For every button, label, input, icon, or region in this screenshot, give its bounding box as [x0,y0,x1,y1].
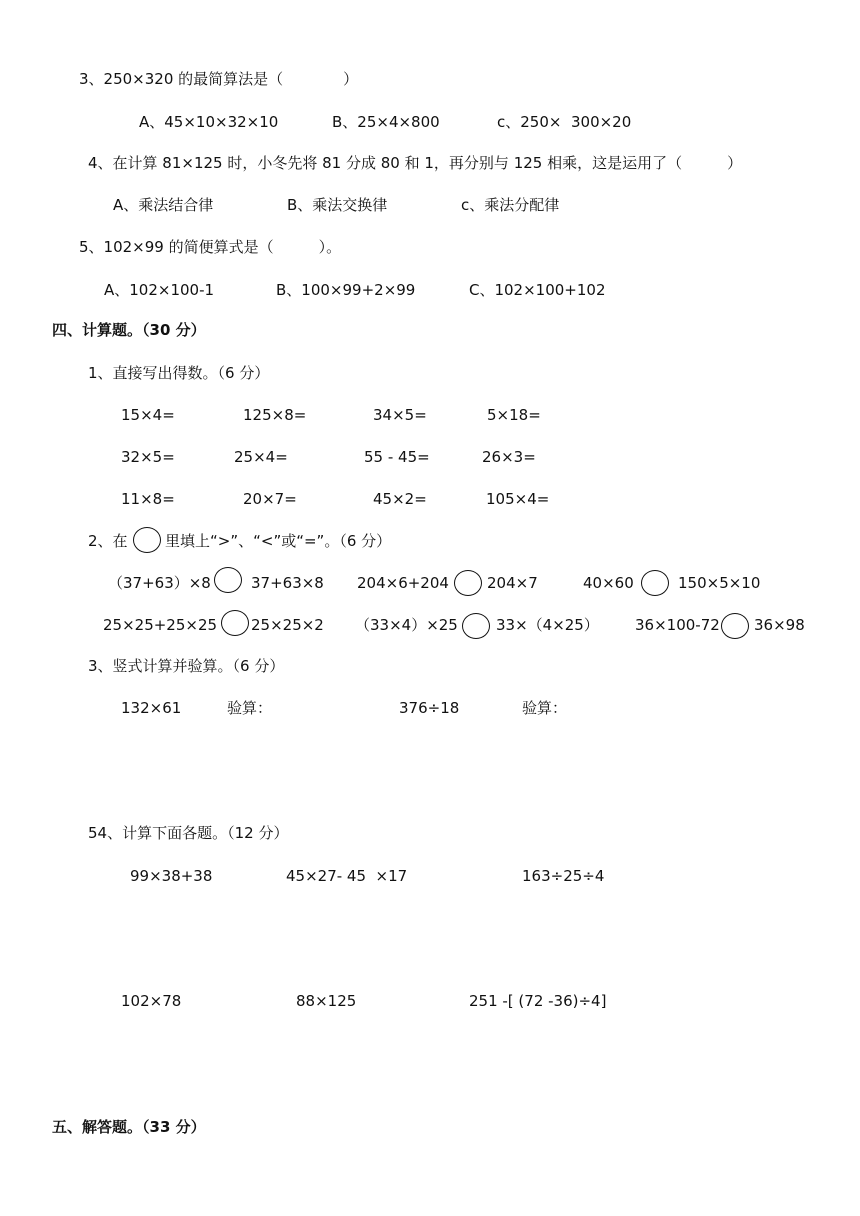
q4-option-b: B、乘法交换律 [287,196,388,214]
compare-circle[interactable] [221,610,249,636]
compare-left: 40×60 [583,574,634,592]
compare-circle[interactable] [641,570,669,596]
check-label-1: 验算： [227,699,273,717]
compare-right: 36×98 [754,616,805,634]
q3-option-b: B、25×4×800 [332,113,440,131]
oral-item: 5×18= [487,406,541,424]
calc-item: 102×78 [121,992,182,1010]
compare-circle[interactable] [721,613,749,639]
part-2-title-prefix: 2、在 [88,532,128,550]
compare-left: 204×6+204 [357,574,449,592]
compare-right: 33×（4×25） [496,616,599,634]
question-5: 5、102×99 的简便算式是（ ）。 [79,238,342,256]
compare-circle[interactable] [462,613,490,639]
oral-item: 55 - 45= [364,448,430,466]
section-4-heading: 四、计算题。（30 分） [52,321,206,339]
part-1-title: 1、直接写出得数。（6 分） [88,364,270,382]
oral-item: 11×8= [121,490,175,508]
oral-item: 32×5= [121,448,175,466]
oral-item: 25×4= [234,448,288,466]
compare-left: （33×4）×25 [355,616,458,634]
compare-right: 25×25×2 [251,616,324,634]
compare-right: 37+63×8 [251,574,324,592]
oral-item: 26×3= [482,448,536,466]
q3-option-a: A、45×10×32×10 [139,113,279,131]
check-label-2: 验算： [522,699,568,717]
calc-item: 88×125 [296,992,357,1010]
compare-circle[interactable] [454,570,482,596]
section-5-heading: 五、解答题。（33 分） [52,1118,206,1136]
q5-option-c: C、102×100+102 [469,281,606,299]
oral-item: 34×5= [373,406,427,424]
question-3: 3、250×320 的最简算法是（ ） [79,70,359,88]
part-3-title: 3、竖式计算并验算。（6 分） [88,657,285,675]
oral-item: 45×2= [373,490,427,508]
compare-right: 150×5×10 [678,574,761,592]
q5-option-a: A、102×100-1 [104,281,215,299]
q5-option-b: B、100×99+2×99 [276,281,416,299]
compare-left: 25×25+25×25 [103,616,218,634]
part-2-title-suffix: 里填上“>”、“<”或“=”。（6 分） [165,532,392,550]
compare-left: （37+63）×8 [108,574,211,592]
oral-item: 15×4= [121,406,175,424]
calc-item: 251 -[ (72 -36)÷4] [469,992,607,1010]
part-4-title: 54、计算下面各题。（12 分） [88,824,289,842]
vertical-calc-1: 132×61 [121,699,182,717]
q3-option-c: c、250× 300×20 [497,113,632,131]
compare-left: 36×100-72 [635,616,720,634]
q4-option-a: A、乘法结合律 [113,196,214,214]
oral-item: 125×8= [243,406,307,424]
q4-option-c: c、乘法分配律 [461,196,560,214]
vertical-calc-2: 376÷18 [399,699,460,717]
compare-circle[interactable] [214,567,242,593]
oral-item: 105×4= [486,490,550,508]
calc-item: 45×27- 45 ×17 [286,867,408,885]
compare-right: 204×7 [487,574,538,592]
calc-item: 163÷25÷4 [522,867,605,885]
question-4: 4、在计算 81×125 时，小冬先将 81 分成 80 和 1，再分别与 125 相乘，这是运用了（ ） [88,154,743,172]
oral-item: 20×7= [243,490,297,508]
compare-circle-icon [133,527,161,553]
calc-item: 99×38+38 [130,867,213,885]
